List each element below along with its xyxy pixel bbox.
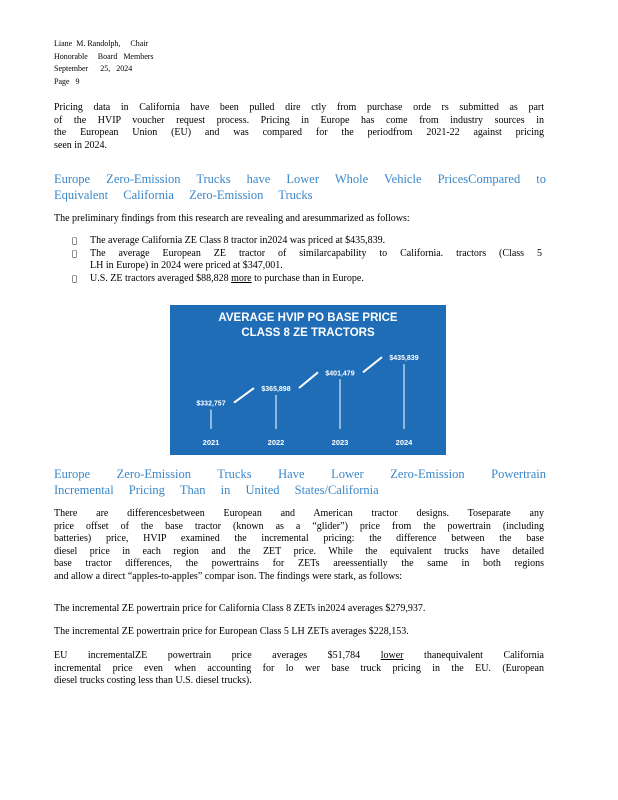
section-heading-1 [54,171,546,203]
underlined-word: lower [380,650,404,661]
text-segment: EU incrementalZE powertrain price averages $51,784 [54,650,381,661]
text-line: The incremental ZE powertrain price for California Class 8 ZETs in2024 averages $279,937. [54,603,426,614]
list-item-text [90,273,542,286]
bullet-icon [72,235,77,248]
text-line: The incremental ZE powertrain price for European Class 5 LH ZETs averages $228,153. [54,626,409,637]
data-label: $332,757 [196,400,226,408]
findings-list [72,235,542,285]
bullet-icon [72,273,77,286]
text-line: The preliminary findings from this research are revealing and aresummarized as follows: [54,213,410,224]
heading-line: Equivalent California Zero-Emission Trucks [54,188,313,202]
trend-segment [363,357,382,372]
trend-segment [299,372,318,388]
heading-line: Europe Zero-Emission Trucks Have Lower Zero-Emission Powertrain [54,467,546,481]
trend-segment [234,388,254,403]
text-line: There are differencesbetween European and American tractor designs. Toseparate any [54,508,544,519]
price-chart [170,305,446,455]
header-page-number: Page 9 [54,76,80,86]
text-line: the European Union (EU) and was compared for the periodfrom 2021-22 against pricing [54,127,544,139]
header-title: Honorable Board Members [54,51,154,61]
findings-intro [54,213,544,226]
list-item-text: The average California ZE Class 8 tractor in2024 was priced at $435,839. [90,235,386,246]
data-label: $401,479 [325,370,355,378]
text-line: Pricing data in California have been pulled dire ctly from purchase orde rs submitted as part [54,102,544,113]
bullet-text-segment: U.S. ZE tractors averaged $88,828 [90,272,232,284]
differences-paragraph [54,508,544,584]
chart-marks [196,355,418,447]
eu-comparison-paragraph [54,650,544,688]
x-tick-label: 2024 [395,438,413,447]
intro-paragraph [54,102,544,152]
header-recipient: Liane M. Randolph, Chair [54,39,149,48]
text-line: diesel trucks costing less than U.S. diesel trucks). [54,675,252,687]
data-label: $435,839 [389,355,419,363]
text-line [54,650,544,663]
bullet-text-segment: to purchase than in Europe. [251,272,364,284]
underlined-word: more [231,272,252,284]
text-segment: thanequivalent California [403,650,544,661]
price-chart-svg [170,305,446,455]
california-incremental-paragraph [54,603,544,616]
list-item [72,248,542,273]
text-line: diesel price in each region and the ZET price. While the equivalent trucks have detailed [54,545,544,557]
section-heading-2 [54,466,546,498]
list-item-text: The average European ZE tractor of similarcapability to California. tractors (Class 5 [90,247,542,259]
european-incremental-paragraph [54,626,544,639]
text-line: and allow a direct “apples-to-apples” compar ison. The findings were stark, as follows: [54,570,403,582]
text-line: seen in 2024. [54,139,108,151]
letter-header [54,38,154,88]
list-item [72,273,542,286]
chart-subtitle: CLASS 8 ZE TRACTORS [241,327,375,339]
x-tick-label: 2021 [202,438,220,447]
header-date: September 25, 2024 [54,64,133,73]
heading-line: Incremental Pricing Than in United States/California [54,483,379,497]
x-tick-label: 2023 [331,438,349,447]
text-line: incremental price even when accounting for lo wer base truck pricing in the EU. (European [54,662,544,674]
list-item-text: LH in Europe) in 2024 were priced at $347,001. [90,260,283,272]
text-line: base tractor differences, the powertrains for ZETs areessentially the same in both regions [54,558,544,570]
text-line: of the HVIP voucher request process. Pricing in Europe has come from industry sources in [54,114,544,126]
bullet-icon [72,248,77,261]
list-item [72,235,542,248]
heading-line: Europe Zero-Emission Trucks have Lower Whole Vehicle PricesCompared to [54,172,546,186]
text-line: batteries) price, HVIP examined the incremental pricing: the difference between the base [54,533,544,545]
x-tick-label: 2022 [267,438,285,447]
text-line: price offset of the base tractor (known as a “glider”) price from the powertrain (including [54,520,544,532]
chart-title: AVERAGE HVIP PO BASE PRICE [218,312,398,324]
data-label: $365,898 [261,386,291,394]
